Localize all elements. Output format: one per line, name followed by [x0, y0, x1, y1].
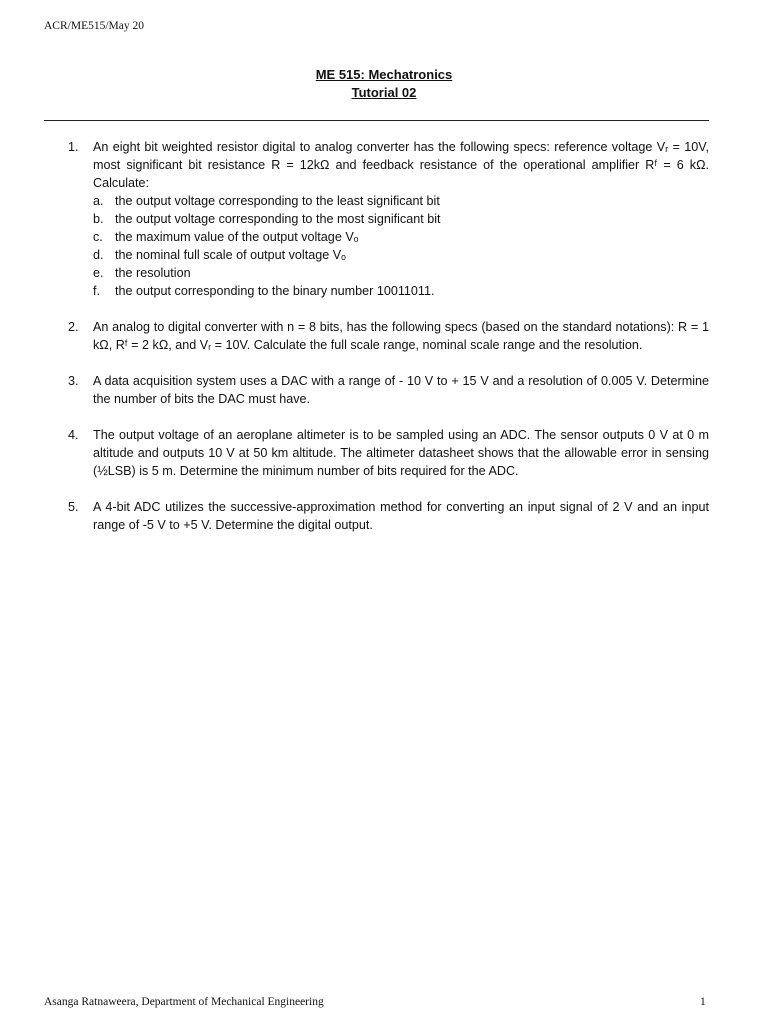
course-title: ME 515: Mechatronics: [315, 67, 453, 82]
question-4: [68, 426, 709, 480]
question-number: 5.: [68, 500, 79, 514]
question-text: The output voltage of an aeroplane altimeter is to be sampled using an ADC. The sensor outputs 0 V at 0 m altitude and outputs 10 V at 50 km altitude. The altimeter datasheet shows that the allowable error in sensing (½LSB) is 5 m. Determine the minimum number of bits required for the ADC.: [93, 428, 709, 478]
question-2: [68, 318, 709, 354]
question-text: An eight bit weighted resistor digital to analog converter has the following specs: reference voltage Vᵣ = 10V, most significant bit resistance R = 12kΩ and feedback resistance of the operational amplifier Rᶠ = 6 kΩ. Calculate:: [93, 140, 709, 190]
header-reference: ACR/ME515/May 20: [44, 20, 144, 32]
question-3: [68, 372, 709, 408]
sub-letter: d.: [93, 248, 104, 262]
sub-question-list: [93, 192, 709, 300]
question-text: A 4-bit ADC utilizes the successive-approximation method for converting an input signal of 2 V and an input range of -5 V to +5 V. Determine the digital output.: [93, 500, 709, 532]
question-1: [68, 138, 709, 300]
sub-question-a: [93, 192, 709, 210]
sub-letter: f.: [93, 284, 100, 298]
page-number: 1: [700, 996, 706, 1008]
title-divider: [44, 120, 709, 121]
question-list: [68, 138, 709, 552]
title-block: [0, 66, 768, 102]
tutorial-title: Tutorial 02: [351, 85, 417, 100]
question-number: 1.: [68, 140, 79, 154]
sub-text: the output voltage corresponding to the most significant bit: [115, 212, 441, 226]
sub-letter: c.: [93, 230, 103, 244]
sub-question-c: [93, 228, 709, 246]
sub-letter: a.: [93, 194, 104, 208]
sub-text: the maximum value of the output voltage Vₒ: [115, 230, 359, 244]
sub-text: the nominal full scale of output voltage Vₒ: [115, 248, 346, 262]
sub-text: the resolution: [115, 266, 191, 280]
sub-letter: b.: [93, 212, 104, 226]
question-number: 4.: [68, 428, 79, 442]
question-text: A data acquisition system uses a DAC with a range of - 10 V to + 15 V and a resolution of 0.005 V. Determine the number of bits the DAC must have.: [93, 374, 709, 406]
sub-letter: e.: [93, 266, 104, 280]
question-text: An analog to digital converter with n = 8 bits, has the following specs (based on the standard notations): R = 1 kΩ, Rᶠ = 2 kΩ, and Vᵣ = 10V. Calculate the full scale range, nominal scale range and the resolution.: [93, 320, 709, 352]
sub-question-d: [93, 246, 709, 264]
sub-question-e: [93, 264, 709, 282]
question-number: 2.: [68, 320, 79, 334]
question-number: 3.: [68, 374, 79, 388]
question-5: [68, 498, 709, 534]
sub-question-f: [93, 282, 709, 300]
sub-text: the output voltage corresponding to the least significant bit: [115, 194, 440, 208]
sub-text: the output corresponding to the binary number 10011011.: [115, 284, 435, 298]
sub-question-b: [93, 210, 709, 228]
footer-author: Asanga Ratnaweera, Department of Mechanical Engineering: [44, 996, 324, 1008]
